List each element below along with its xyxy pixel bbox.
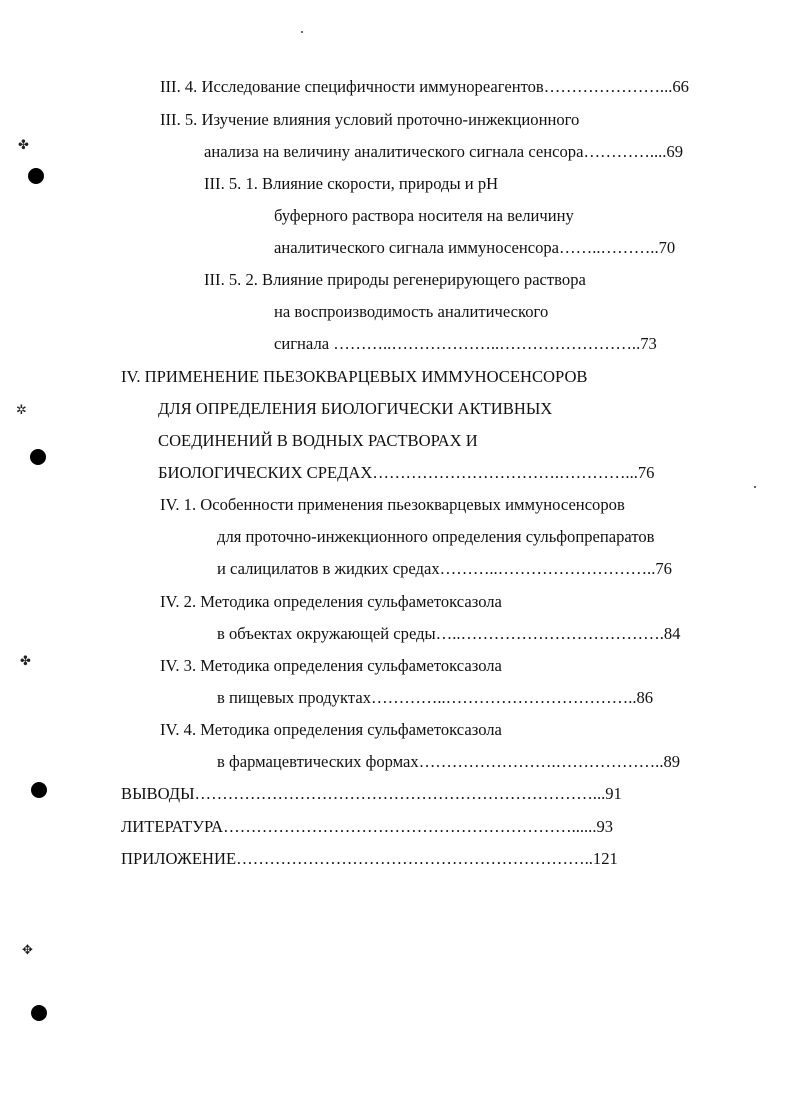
scan-mark-icon: ✥ bbox=[22, 943, 33, 958]
toc-entry-iii-5: III. 5. Изучение влияния условий проточно-инжекционного bbox=[160, 110, 580, 129]
punch-hole-icon bbox=[31, 782, 47, 798]
scan-mark-icon: ✲ bbox=[16, 403, 27, 418]
toc-entry-iv-3: IV. 3. Методика определения сульфаметоксазола bbox=[160, 656, 502, 675]
toc-entry-iii-5-2: III. 5. 2. Влияние природы регенерирующего раствора bbox=[204, 270, 586, 289]
toc-entry-iii-5-2-cont: сигнала ………..………………..……………………..73 bbox=[274, 334, 657, 353]
punch-hole-icon bbox=[30, 449, 46, 465]
scan-mark-icon: ✤ bbox=[18, 138, 29, 153]
toc-entry-iv-1: IV. 1. Особенности применения пьезокварцевых иммуносенсоров bbox=[160, 495, 625, 514]
toc-entry-iii-5-1: III. 5. 1. Влияние скорости, природы и pH bbox=[204, 174, 499, 193]
toc-entry-iii-5-1-cont: аналитического сигнала иммуносенсора……..………..70 bbox=[274, 238, 676, 257]
toc-entry-iv-2: IV. 2. Методика определения сульфаметоксазола bbox=[160, 592, 502, 611]
scan-mark-icon: ✤ bbox=[20, 654, 31, 669]
scan-speck-icon bbox=[301, 31, 303, 33]
punch-hole-icon bbox=[31, 1005, 47, 1021]
toc-entry-iv-1-cont: для проточно-инжекционного определения сульфопрепаратов bbox=[217, 527, 655, 546]
toc-entry-iii-4: III. 4. Исследование специфичности иммунореагентов…………………...66 bbox=[160, 77, 689, 96]
toc-entry-iv-4: IV. 4. Методика определения сульфаметоксазола bbox=[160, 720, 502, 739]
toc-entry-appendix: ПРИЛОЖЕНИЕ………………………………………………………..121 bbox=[121, 849, 618, 868]
toc-entry-iv-cont: ДЛЯ ОПРЕДЕЛЕНИЯ БИОЛОГИЧЕСКИ АКТИВНЫХ bbox=[158, 399, 553, 418]
scan-speck-icon bbox=[754, 486, 756, 488]
toc-entry-iii-5-cont: анализа на величину аналитического сигнала сенсора…………....69 bbox=[204, 142, 684, 161]
toc-entry-iv: IV. ПРИМЕНЕНИЕ ПЬЕЗОКВАРЦЕВЫХ ИММУНОСЕНСОРОВ bbox=[121, 367, 588, 386]
toc-entry-iv-1-cont: и салицилатов в жидких средах………..………………………..76 bbox=[217, 559, 672, 578]
toc-entry-iv-cont: СОЕДИНЕНИЙ В ВОДНЫХ РАСТВОРАХ И bbox=[158, 431, 478, 450]
toc-entry-iv-4-cont: в фармацевтических формах…………………….………………..89 bbox=[217, 752, 681, 771]
toc-entry-iii-5-2-cont: на воспроизводимость аналитического bbox=[274, 302, 549, 321]
toc-entry-iv-cont: БИОЛОГИЧЕСКИХ СРЕДАХ…………………………….…………...76 bbox=[158, 463, 655, 482]
punch-hole-icon bbox=[28, 168, 44, 184]
toc-entry-literature: ЛИТЕРАТУРА………………………………………………………......93 bbox=[121, 817, 614, 836]
toc-entry-iv-2-cont: в объектах окружающей среды…..……………………………….84 bbox=[217, 624, 681, 643]
toc-entry-iii-5-1-cont: буферного раствора носителя на величину bbox=[274, 206, 574, 225]
toc-entry-iv-3-cont: в пищевых продуктах…………..……………………………..86 bbox=[217, 688, 654, 707]
toc-entry-conclusions: ВЫВОДЫ………………………………………………………………...91 bbox=[121, 784, 622, 803]
